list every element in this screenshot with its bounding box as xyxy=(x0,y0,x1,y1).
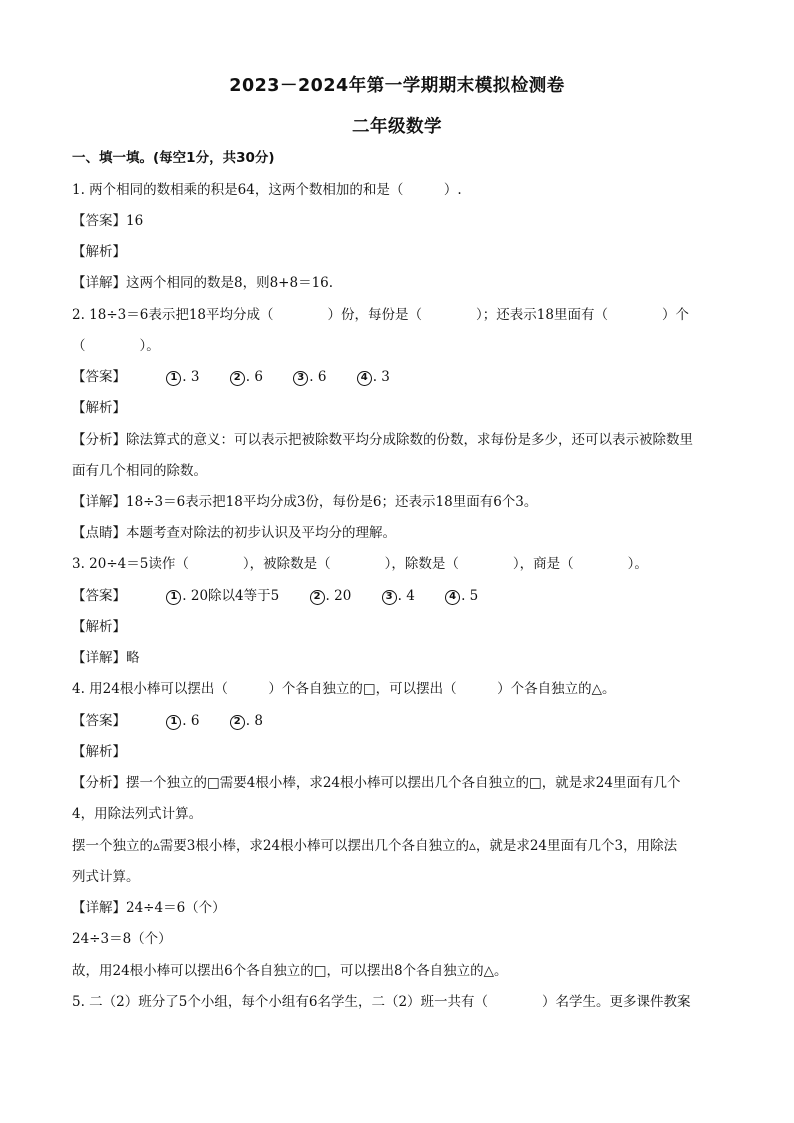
circled-number: 1 xyxy=(166,715,181,730)
answer-item xyxy=(293,367,326,387)
comment-label: 【点睛】 xyxy=(72,525,126,541)
question-1-answer xyxy=(72,211,724,231)
detail-text: 略 xyxy=(126,650,140,666)
answer-item xyxy=(230,711,263,731)
question-2-detail xyxy=(72,492,724,512)
fenxi-text: 除法算式的意义：可以表示把被除数平均分成除数的份数，求每份是多少，还可以表示被除数里 xyxy=(126,432,693,448)
question-4-analysis-line4: 列式计算。 xyxy=(72,869,140,885)
circled-number: 3 xyxy=(382,590,397,605)
circled-number: 2 xyxy=(230,715,245,730)
question-4-detail-line3: 故，用24根小棒可以摆出6个各自独立的□，可以摆出8个各自独立的△。 xyxy=(72,963,508,979)
detail-text: 18÷3＝6表示把18平均分成3份，每份是6；还表示18里面有6个3。 xyxy=(126,494,538,510)
question-3-stem: 3. 20÷4＝5读作（ ），被除数是（ ），除数是（ ），商是（ ）。 xyxy=(72,556,648,572)
question-4-detail-line2: 24÷3＝8（个） xyxy=(72,931,172,947)
question-5-stem: 5. 二（2）班分了5个小组，每个小组有6名学生，二（2）班一共有（ ）名学生。更多课件教案 xyxy=(72,994,691,1010)
fenxi-label: 【分析】 xyxy=(72,775,126,791)
answer-item-text: . 5 xyxy=(461,588,479,604)
detail-label: 【详解】 xyxy=(72,900,126,916)
question-3-detail xyxy=(72,648,724,668)
detail-text: 24÷4＝6（个） xyxy=(126,900,226,916)
answer-item xyxy=(357,367,390,387)
circled-number: 4 xyxy=(357,371,372,386)
question-3-analysis-label: 【解析】 xyxy=(72,619,126,635)
answer-item xyxy=(445,586,478,606)
answer-item xyxy=(166,586,279,606)
question-3-answer xyxy=(72,586,724,606)
answer-label: 【答案】 xyxy=(72,369,126,385)
exam-title: 2023－2024年第一学期期末模拟检测卷 xyxy=(229,76,565,96)
answer-item-text: . 20 xyxy=(325,588,352,604)
answer-item-text: . 6 xyxy=(309,369,327,385)
detail-label: 【详解】 xyxy=(72,650,126,666)
answer-value: 16 xyxy=(126,213,144,229)
detail-label: 【详解】 xyxy=(72,275,126,291)
circled-number: 2 xyxy=(230,371,245,386)
answer-item xyxy=(230,367,263,387)
answer-label: 【答案】 xyxy=(72,713,126,729)
circled-number: 3 xyxy=(293,371,308,386)
question-4-analysis-label: 【解析】 xyxy=(72,744,126,760)
answer-item-text: . 8 xyxy=(245,713,263,729)
detail-label: 【详解】 xyxy=(72,494,126,510)
question-4-stem: 4. 用24根小棒可以摆出（ ）个各自独立的□，可以摆出（ ）个各自独立的△。 xyxy=(72,681,616,697)
answer-label: 【答案】 xyxy=(72,213,126,229)
question-4-analysis-line3: 摆一个独立的▵需要3根小棒，求24根小棒可以摆出几个各自独立的▵，就是求24里面有几个3，用除法 xyxy=(72,838,678,854)
question-2-stem-line1: 2. 18÷3＝6表示把18平均分成（ ）份，每份是（ ）；还表示18里面有（ ）个 xyxy=(72,307,689,323)
question-2-analysis-line2: 面有几个相同的除数。 xyxy=(72,463,207,479)
question-4-detail-line1 xyxy=(72,898,724,918)
exam-subtitle: 二年级数学 xyxy=(352,117,442,137)
circled-number: 1 xyxy=(166,590,181,605)
question-2-stem-line2: （ ）。 xyxy=(72,338,160,354)
answer-item-text: . 6 xyxy=(245,369,263,385)
answer-label: 【答案】 xyxy=(72,588,126,604)
question-4-analysis-line2: 4，用除法列式计算。 xyxy=(72,806,203,822)
question-4-answer xyxy=(72,711,724,731)
fenxi-text: 摆一个独立的□需要4根小棒，求24根小棒可以摆出几个各自独立的□，就是求24里面有几个 xyxy=(126,775,681,791)
question-1-stem: 1. 两个相同的数相乘的积是64，这两个数相加的和是（ ）. xyxy=(72,182,462,198)
answer-item-text: . 3 xyxy=(182,369,200,385)
question-2-analysis-line1 xyxy=(72,430,724,450)
answer-item xyxy=(382,586,415,606)
answer-item-text: . 6 xyxy=(182,713,200,729)
question-4-analysis-line1 xyxy=(72,773,724,793)
question-2-analysis-label: 【解析】 xyxy=(72,400,126,416)
circled-number: 4 xyxy=(445,590,460,605)
answer-item xyxy=(166,711,199,731)
answer-item-text: . 4 xyxy=(397,588,415,604)
circled-number: 2 xyxy=(310,590,325,605)
question-2-answer xyxy=(72,367,724,387)
question-1-analysis-label: 【解析】 xyxy=(72,244,126,260)
question-2-comment xyxy=(72,523,724,543)
fenxi-label: 【分析】 xyxy=(72,432,126,448)
detail-text: 这两个相同的数是8，则8+8＝16. xyxy=(126,275,334,291)
question-1-detail xyxy=(72,273,724,293)
section-heading: 一、填一填。(每空1分，共30分) xyxy=(72,150,275,166)
circled-number: 1 xyxy=(166,371,181,386)
answer-item-text: . 20除以4等于5 xyxy=(182,588,280,604)
answer-item xyxy=(166,367,199,387)
answer-item xyxy=(310,586,352,606)
answer-item-text: . 3 xyxy=(372,369,390,385)
comment-text: 本题考查对除法的初步认识及平均分的理解。 xyxy=(126,525,396,541)
